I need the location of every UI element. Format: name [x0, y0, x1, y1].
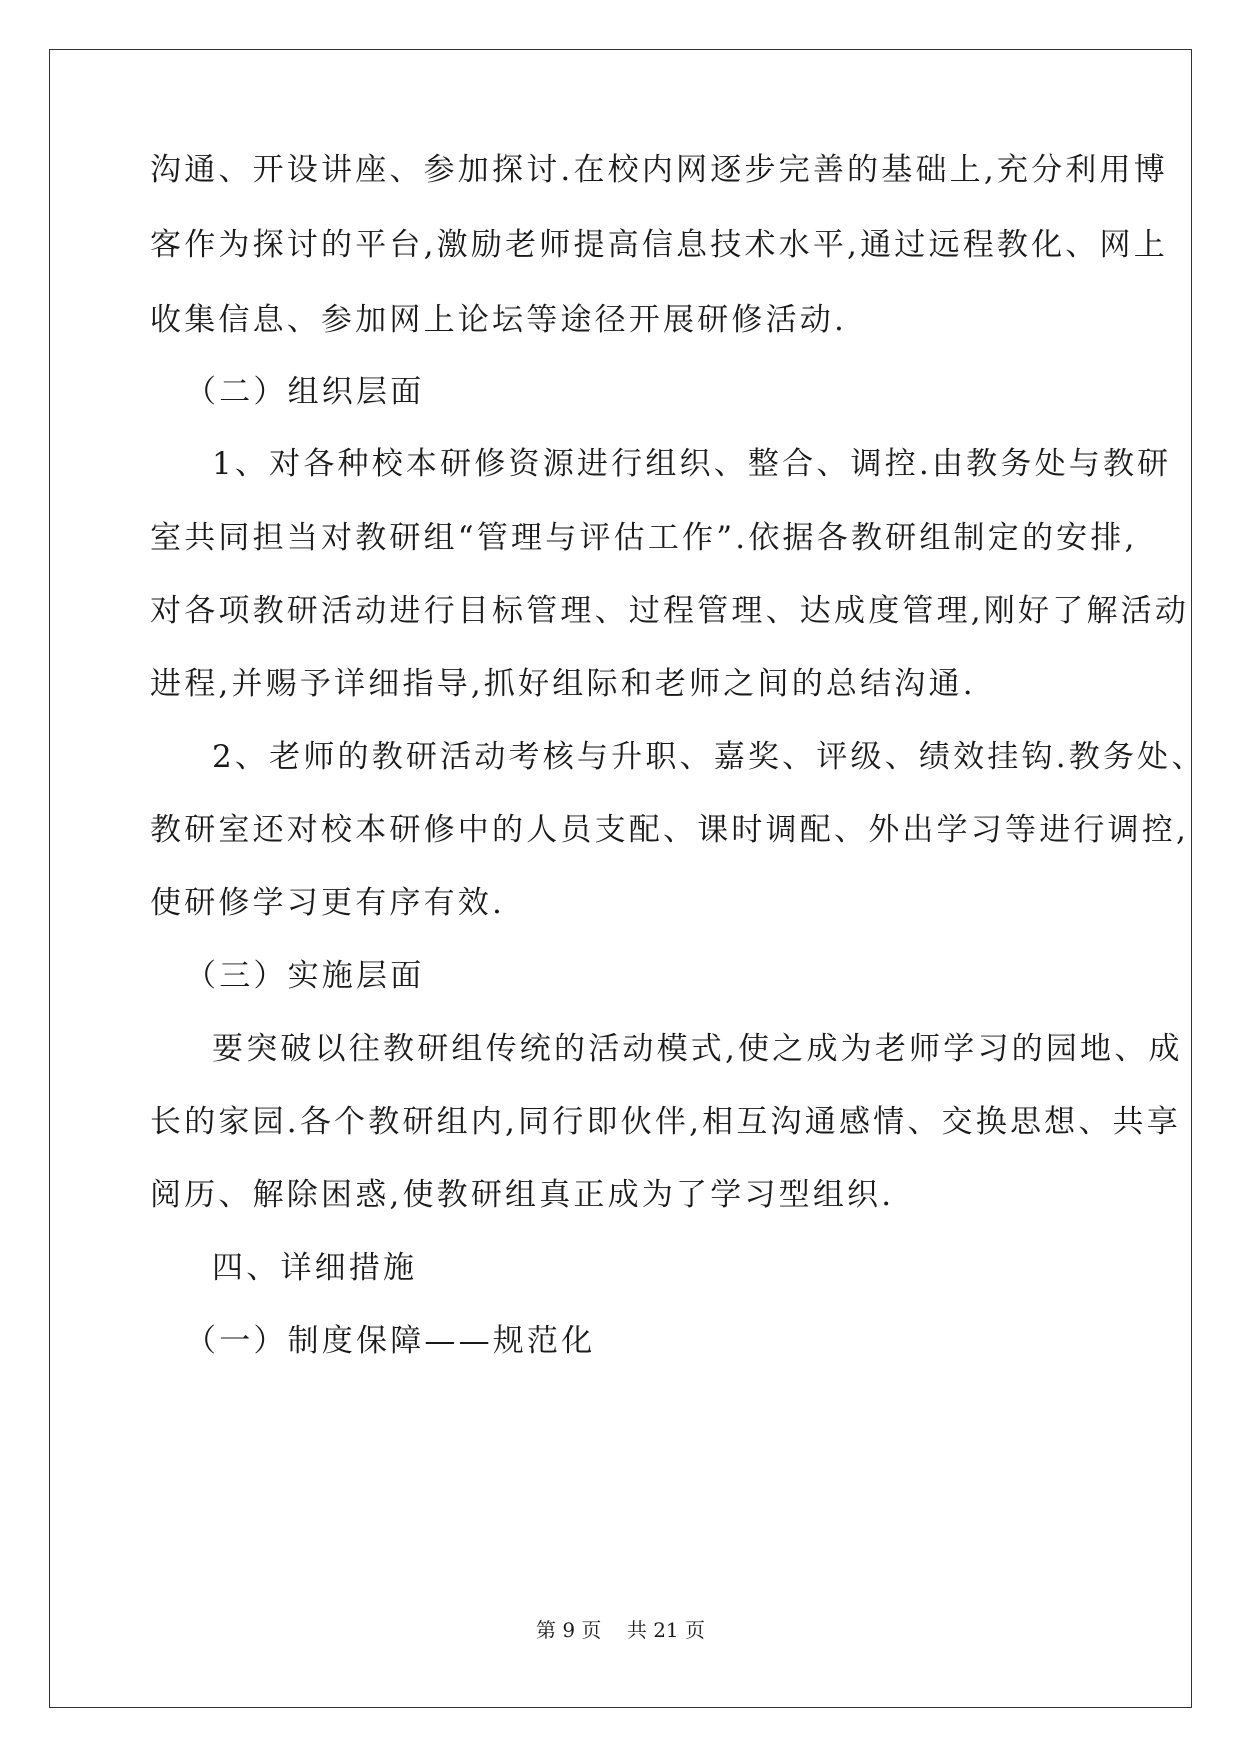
body-line: 使研修学习更有序有效. — [150, 885, 506, 921]
body-line: 进程,并赐予详细指导,抓好组际和老师之间的总结沟通. — [150, 666, 976, 702]
section-heading: 四、详细措施 — [212, 1250, 418, 1286]
body-line: 对各项教研活动进行目标管理、过程管理、达成度管理,刚好了解活动 — [150, 593, 1190, 629]
body-line: 收集信息、参加网上论坛等途径开展研修活动. — [150, 302, 848, 338]
section-heading: （一）制度保障——规范化 — [185, 1323, 596, 1359]
body-line: 阅历、解除困惑,使教研组真正成为了学习型组织. — [150, 1177, 895, 1213]
section-heading: （三）实施层面 — [185, 958, 425, 994]
body-line: 教研室还对校本研修中的人员支配、课时调配、外出学习等进行调控, — [150, 812, 1190, 848]
body-line: 2、老师的教研活动考核与升职、嘉奖、评级、绩效挂钩.教务处、 — [212, 739, 1206, 775]
body-line: 1、对各种校本研修资源进行组织、整合、调控.由教务处与教研 — [212, 446, 1172, 482]
body-line: 长的家园.各个教研组内,同行即伙伴,相互沟通感情、交换思想、共享 — [150, 1104, 1181, 1140]
page-number-footer: 第 9 页 共 21 页 — [535, 1618, 706, 1642]
section-heading: （二）组织层面 — [185, 374, 425, 410]
page-border — [49, 49, 1192, 1708]
body-line: 室共同担当对教研组“管理与评估工作”.依据各教研组制定的安排, — [150, 520, 1138, 556]
body-line: 要突破以往教研组传统的活动模式,使之成为老师学习的园地、成 — [212, 1031, 1183, 1067]
body-line: 客作为探讨的平台,激励老师提高信息技术水平,通过远程教化、网上 — [150, 227, 1168, 263]
body-line: 沟通、开设讲座、参加探讨.在校内网逐步完善的基础上,充分利用博 — [150, 152, 1168, 188]
